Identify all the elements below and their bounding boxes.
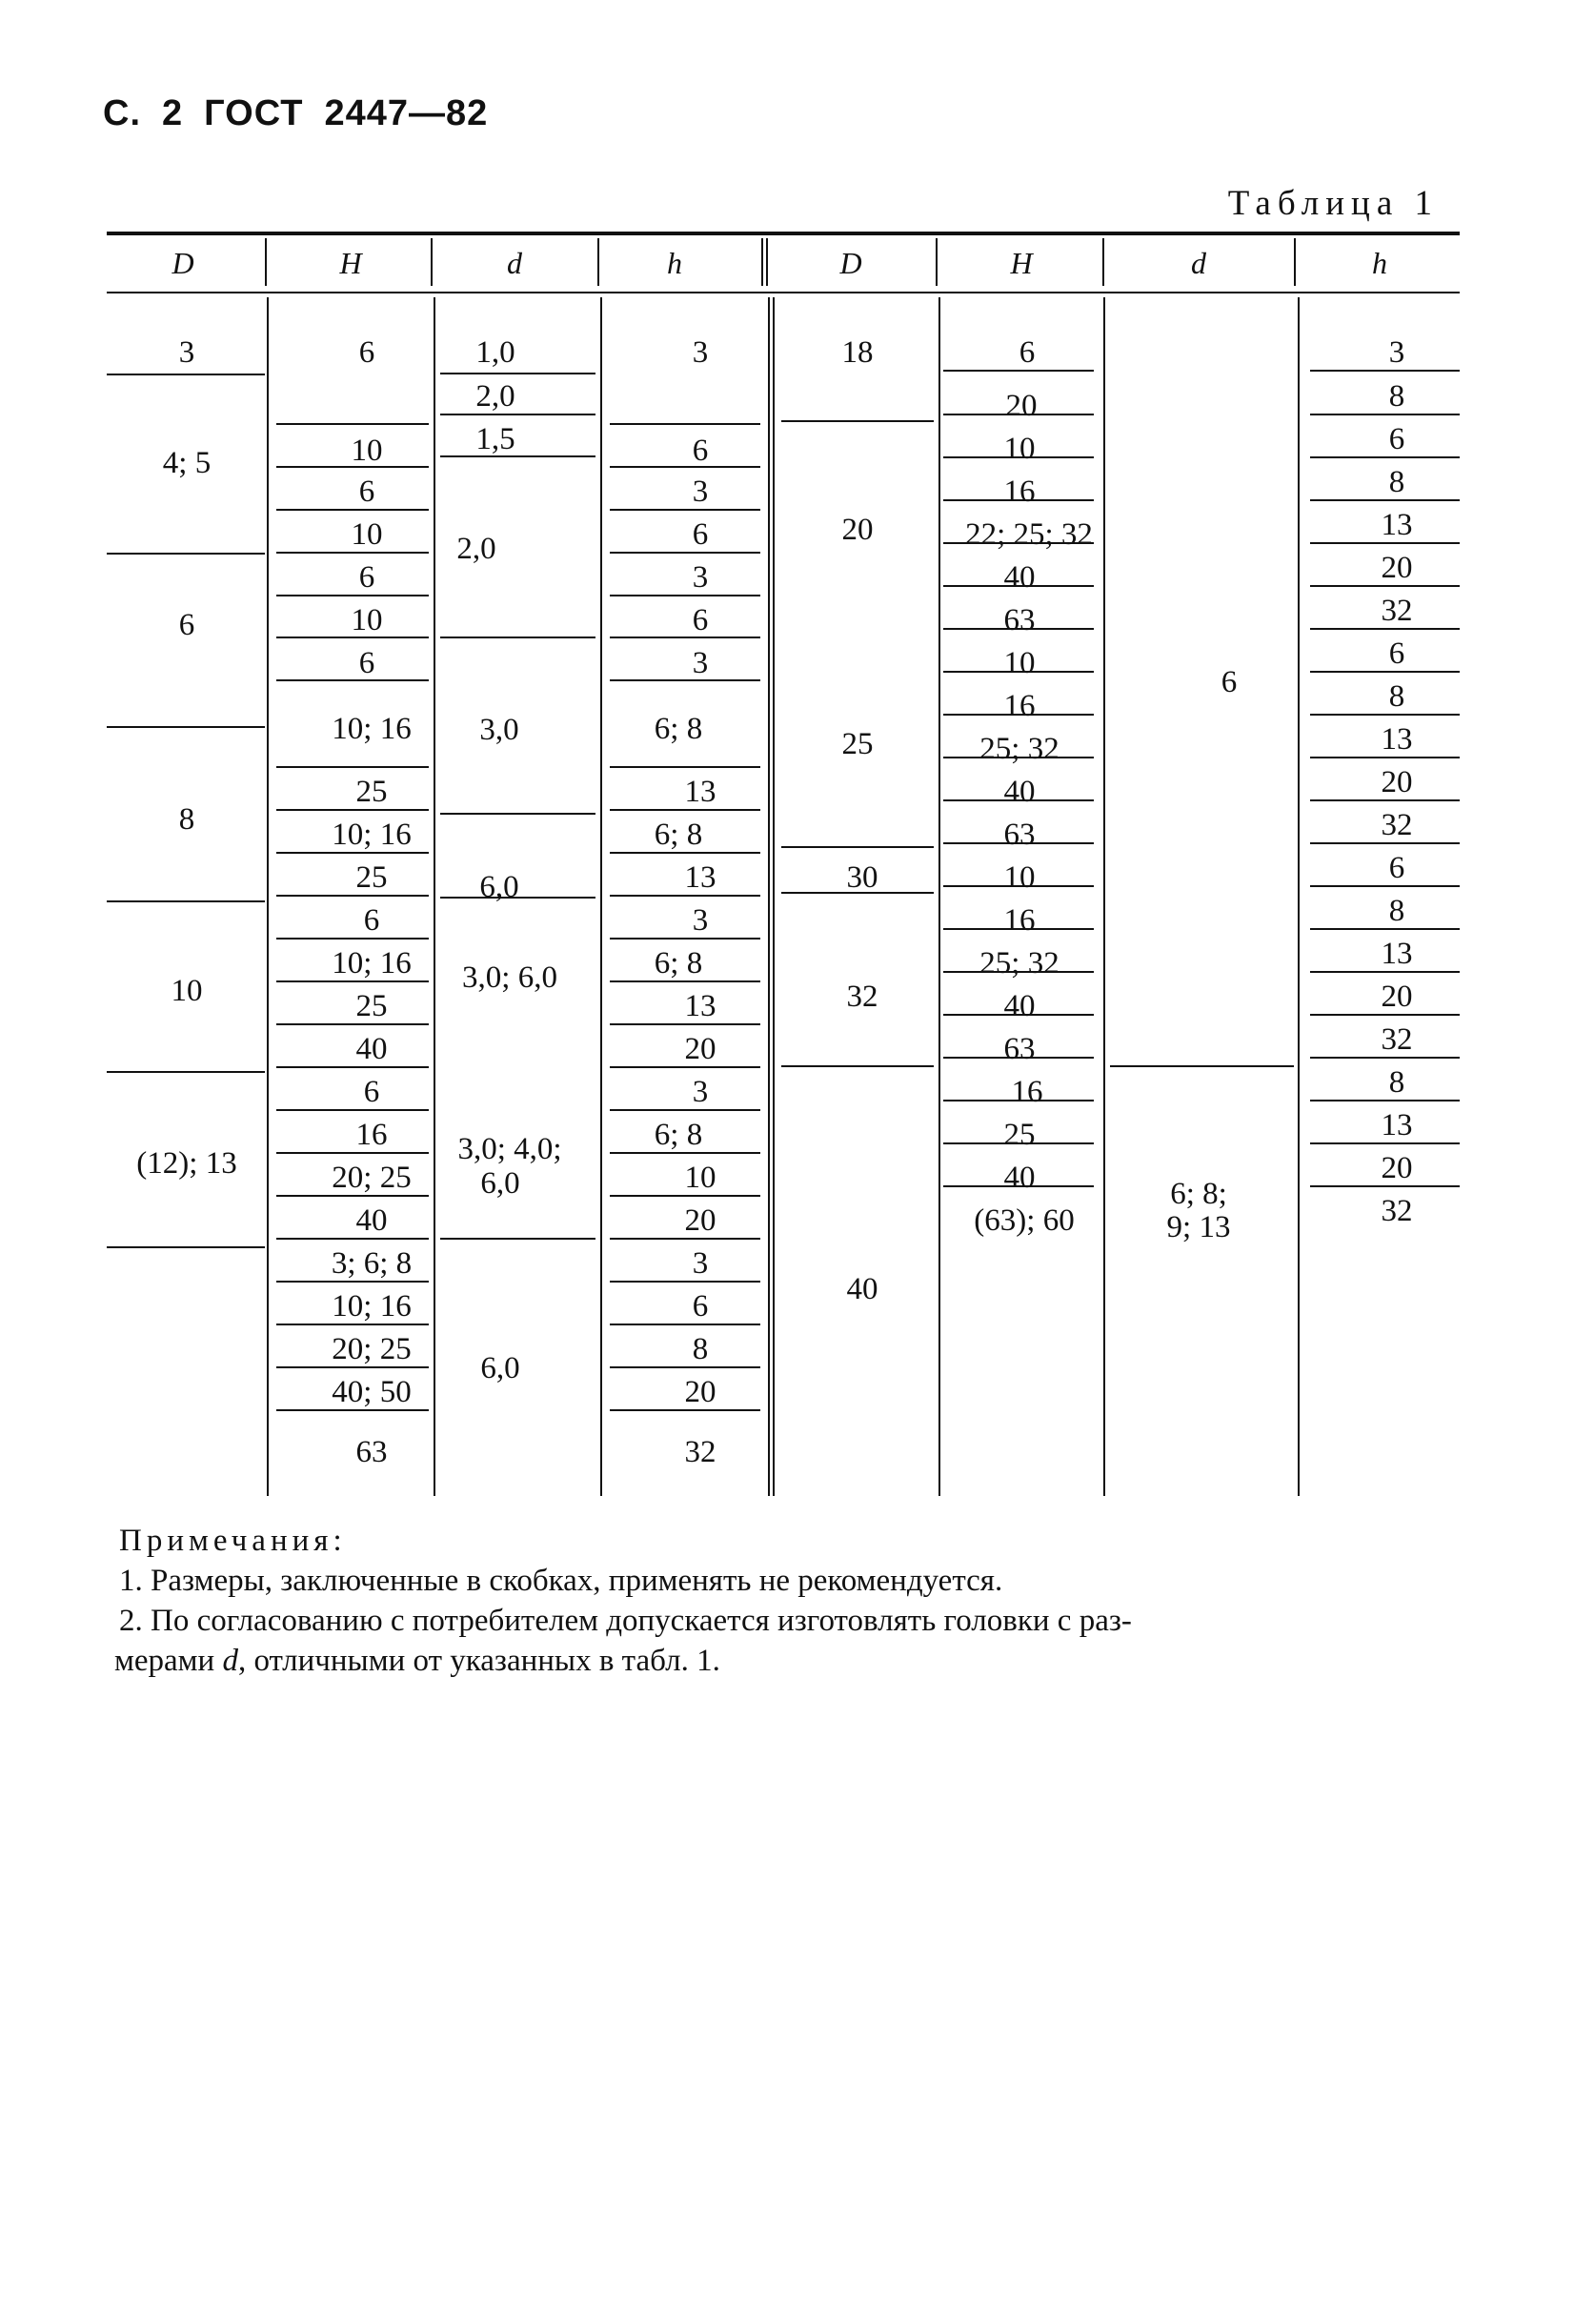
notes [114, 1521, 1472, 1681]
row-rule [610, 1152, 760, 1154]
page-number: 2 [162, 93, 184, 133]
column-header: H [1010, 246, 1033, 280]
row-rule [943, 928, 1094, 930]
table-cell: 13 [1381, 1108, 1413, 1142]
row-rule [1310, 1014, 1460, 1016]
row-rule [781, 1065, 934, 1067]
table-cell: 8 [1388, 379, 1405, 414]
column-rule [1102, 238, 1104, 286]
row-rule [276, 1023, 429, 1025]
table-cell: 13 [1381, 722, 1413, 757]
row-rule [943, 499, 1094, 501]
note-item: 2. По согласованию с потребителем допускается изготовлять головки с раз- [119, 1604, 1132, 1638]
table-cell: 3 [178, 335, 195, 370]
column-rule [597, 238, 599, 286]
row-rule [943, 1100, 1094, 1101]
row-rule [781, 846, 934, 848]
table-cell: 6 [1388, 422, 1405, 456]
column-header: h [667, 246, 682, 280]
table-cell: 3 [692, 646, 709, 680]
row-rule [1310, 842, 1460, 844]
row-rule [610, 509, 760, 511]
column-rule [761, 238, 763, 286]
table-cell: 4; 5 [162, 446, 212, 480]
column-header: d [1191, 246, 1206, 280]
table-cell: 20 [684, 1375, 716, 1409]
table-cell: 16 [1011, 1075, 1043, 1109]
row-rule [610, 1023, 760, 1025]
column-header: D [172, 246, 194, 280]
row-rule [276, 1281, 429, 1283]
row-rule [1310, 671, 1460, 673]
row-rule [276, 637, 429, 638]
row-rule [276, 1324, 429, 1325]
column-rule [936, 238, 938, 286]
table-cell: 13 [684, 860, 716, 895]
row-rule [943, 1142, 1094, 1144]
row-rule [781, 420, 934, 422]
row-rule [610, 895, 760, 897]
table-cell: 8 [1388, 1065, 1405, 1100]
table-cell: 6 [692, 517, 709, 552]
row-rule [610, 423, 760, 425]
table-caption: Таблица 1 [1227, 184, 1439, 223]
row-rule [276, 852, 429, 854]
table-cell: 13 [1381, 508, 1413, 542]
table-cell: 40 [355, 1032, 388, 1066]
row-rule [276, 766, 429, 768]
table-cell: 30 [846, 860, 878, 895]
table-cell: 6 [692, 1289, 709, 1324]
row-rule [610, 1281, 760, 1283]
column-rule [766, 238, 768, 286]
row-rule [610, 1366, 760, 1368]
row-rule [781, 892, 934, 894]
table-cell: 25 [355, 989, 388, 1023]
row-rule [107, 292, 1460, 293]
row-rule [610, 980, 760, 982]
table-cell: 13 [1381, 937, 1413, 971]
table-cell: 22; 25; 32 [965, 517, 1093, 552]
table-cell: 6 [358, 475, 375, 509]
table-cell: 25 [1003, 1118, 1036, 1152]
table-cell: 8 [1388, 894, 1405, 928]
table-cell: 32 [1381, 1022, 1413, 1057]
table-cell: 63 [355, 1435, 388, 1469]
row-rule [276, 595, 429, 596]
row-rule [610, 1066, 760, 1068]
notes-title: Примечания: [119, 1524, 347, 1558]
table-cell: 25 [355, 860, 388, 895]
row-rule [1310, 1185, 1460, 1187]
table-cell: 1,0 [475, 335, 515, 370]
table-cell: (12); 13 [136, 1146, 237, 1181]
table-cell: 3; 6; 8 [331, 1246, 413, 1281]
table-cell: 3 [692, 335, 709, 370]
row-rule [1310, 370, 1460, 372]
table-cell: 8 [178, 802, 195, 837]
table-cell: 16 [1003, 475, 1036, 509]
row-rule [1310, 971, 1460, 973]
table-cell: 8 [692, 1332, 709, 1366]
row-rule [107, 232, 1460, 235]
row-rule [1310, 757, 1460, 758]
row-rule [276, 679, 429, 681]
row-rule [943, 885, 1094, 887]
page-prefix: С. [103, 93, 141, 133]
table-cell: 6; 8 [654, 1118, 703, 1152]
row-rule [276, 938, 429, 940]
table-cell: 32 [1381, 594, 1413, 628]
table-cell: 6 [358, 335, 375, 370]
row-rule [276, 809, 429, 811]
table-cell: 40 [846, 1272, 878, 1306]
column-header: H [339, 246, 362, 280]
row-rule [943, 585, 1094, 587]
table-cell: 20 [1381, 980, 1413, 1014]
table-cell: 10; 16 [332, 818, 412, 852]
table-cell: 20; 25 [332, 1161, 412, 1195]
row-rule [440, 637, 595, 638]
row-rule [1110, 1065, 1294, 1067]
row-rule [1310, 542, 1460, 544]
row-rule [1310, 1142, 1460, 1144]
table-cell: 20 [1005, 389, 1038, 423]
table-cell: 63 [1003, 818, 1036, 852]
row-rule [276, 1238, 429, 1240]
column-rule [265, 238, 267, 286]
table-cell: 20 [841, 513, 874, 547]
column-header: D [839, 246, 862, 280]
row-rule [610, 637, 760, 638]
table-cell: 40 [1003, 989, 1036, 1023]
column-rule [600, 297, 602, 1496]
row-rule [440, 897, 595, 899]
row-rule [943, 757, 1094, 758]
row-rule [943, 842, 1094, 844]
table-cell: 2,0 [475, 379, 515, 414]
table-cell: 63 [1003, 603, 1036, 637]
table-cell: 18 [841, 335, 874, 370]
row-rule [943, 542, 1094, 544]
table-cell: 6 [1388, 637, 1405, 671]
row-rule [610, 1109, 760, 1111]
column-header: h [1372, 246, 1387, 280]
row-rule [440, 1238, 595, 1240]
row-rule [943, 1185, 1094, 1187]
table-cell: 9; 13 [1166, 1210, 1231, 1244]
table-cell: 3 [1388, 335, 1405, 370]
row-rule [1310, 928, 1460, 930]
row-rule [943, 456, 1094, 458]
table-cell: 40 [355, 1203, 388, 1238]
row-rule [276, 1409, 429, 1411]
row-rule [440, 813, 595, 815]
standard-label: ГОСТ [204, 93, 304, 133]
row-rule [440, 455, 595, 457]
column-rule [1294, 238, 1296, 286]
column-header: d [507, 246, 522, 280]
row-rule [1310, 799, 1460, 801]
table-cell: 3,0; 4,0; [457, 1132, 562, 1166]
table-cell: 3,0 [479, 713, 519, 747]
table-cell: 32 [1381, 808, 1413, 842]
table-cell: 3 [692, 475, 709, 509]
row-rule [943, 714, 1094, 716]
table-cell: 20 [1381, 551, 1413, 585]
table-cell: 3,0; 6,0 [462, 960, 557, 995]
table-cell: 63 [1003, 1032, 1036, 1066]
row-rule [1310, 714, 1460, 716]
row-rule [1310, 585, 1460, 587]
table-cell: 6,0 [480, 1351, 520, 1385]
table-cell: 10 [1003, 646, 1036, 680]
row-rule [107, 553, 265, 555]
table-cell: 10; 16 [332, 946, 412, 980]
table-cell: 3 [692, 903, 709, 938]
row-rule [943, 414, 1094, 415]
column-rule [1298, 297, 1300, 1496]
table-cell: 3 [692, 560, 709, 595]
row-rule [1310, 414, 1460, 415]
note-continuation: мерами d, отличными от указанных в табл. 1. [114, 1644, 720, 1678]
column-rule [431, 238, 433, 286]
table-cell: 40 [1003, 775, 1036, 809]
row-rule [1310, 885, 1460, 887]
row-rule [610, 766, 760, 768]
table-cell: 40 [1003, 560, 1036, 595]
table-cell: 25; 32 [979, 732, 1059, 766]
table-cell: 6; 8 [654, 712, 703, 746]
table-cell: 6 [178, 608, 195, 642]
row-rule [610, 1324, 760, 1325]
row-rule [1310, 456, 1460, 458]
row-rule [1310, 628, 1460, 630]
table-cell: 40 [1003, 1161, 1036, 1195]
table-cell: 13 [684, 989, 716, 1023]
table-cell: 10 [351, 517, 383, 552]
row-rule [440, 414, 595, 415]
table-cell: 10 [171, 974, 203, 1008]
table-cell: 10 [684, 1161, 716, 1195]
row-rule [610, 679, 760, 681]
row-rule [440, 373, 595, 374]
row-rule [610, 1409, 760, 1411]
row-rule [276, 466, 429, 468]
table-cell: 32 [1381, 1194, 1413, 1228]
table-cell: 16 [355, 1118, 388, 1152]
standard-number: 2447—82 [324, 93, 489, 133]
table-cell: 10 [351, 603, 383, 637]
table-cell: 6 [1388, 851, 1405, 885]
row-rule [276, 1152, 429, 1154]
row-rule [943, 1057, 1094, 1059]
table-cell: 6; 8 [654, 818, 703, 852]
table-cell: 1,5 [475, 422, 515, 456]
row-rule [1310, 1100, 1460, 1101]
table-cell: 25; 32 [979, 946, 1059, 980]
table-cell: 10 [1003, 432, 1036, 466]
note-item: 1. Размеры, заключенные в скобках, применять не рекомендуется. [119, 1564, 1003, 1598]
table-cell: 20 [1381, 1151, 1413, 1185]
table-cell: 20 [684, 1203, 716, 1238]
table-cell: 3 [692, 1246, 709, 1281]
table-cell: 16 [1003, 689, 1036, 723]
table-cell: 25 [355, 775, 388, 809]
table-cell: 6 [358, 646, 375, 680]
row-rule [107, 900, 265, 902]
table-cell: 6 [363, 1075, 380, 1109]
row-rule [107, 1246, 265, 1248]
table-cell: 6 [692, 434, 709, 468]
table-cell: 16 [1003, 903, 1036, 938]
table-cell: 6,0 [479, 870, 519, 904]
row-rule [276, 980, 429, 982]
table-cell: 8 [1388, 679, 1405, 714]
row-rule [610, 595, 760, 596]
table-cell: 6 [363, 903, 380, 938]
table-cell: 20 [684, 1032, 716, 1066]
table-cell: 20; 25 [332, 1332, 412, 1366]
table-cell: 10; 16 [332, 1289, 412, 1324]
table-cell: 8 [1388, 465, 1405, 499]
row-rule [943, 370, 1094, 372]
table-cell: 10; 16 [332, 712, 412, 746]
row-rule [610, 552, 760, 554]
table-cell: 13 [684, 775, 716, 809]
row-rule [107, 726, 265, 728]
row-rule [943, 971, 1094, 973]
table-cell: 3 [692, 1075, 709, 1109]
table-cell: 6 [358, 560, 375, 595]
row-rule [1310, 499, 1460, 501]
table-cell: 6 [1221, 665, 1238, 699]
table-cell: 25 [841, 727, 874, 761]
row-rule [276, 1109, 429, 1111]
table-cell: 32 [684, 1435, 716, 1469]
table-cell: 6; 8 [654, 946, 703, 980]
row-rule [1310, 1057, 1460, 1059]
table-cell: 6 [692, 603, 709, 637]
row-rule [610, 1195, 760, 1197]
table-cell: (63); 60 [974, 1203, 1075, 1238]
table-cell: 20 [1381, 765, 1413, 799]
table-cell: 10 [1003, 860, 1036, 895]
row-rule [610, 938, 760, 940]
table-cell: 6,0 [480, 1166, 520, 1201]
row-rule [610, 809, 760, 811]
table-cell: 6; 8; [1170, 1177, 1227, 1211]
row-rule [943, 671, 1094, 673]
row-rule [107, 1071, 265, 1073]
row-rule [610, 852, 760, 854]
row-rule [107, 374, 265, 375]
table-cell: 32 [846, 980, 878, 1014]
table-cell: 40; 50 [332, 1375, 412, 1409]
row-rule [943, 1014, 1094, 1016]
table-cell: 2,0 [456, 532, 496, 566]
row-rule [943, 628, 1094, 630]
row-rule [276, 509, 429, 511]
row-rule [943, 799, 1094, 801]
row-rule [276, 1066, 429, 1068]
row-rule [610, 466, 760, 468]
table-cell: 10 [351, 434, 383, 468]
row-rule [610, 1238, 760, 1240]
table-cell: 6 [1019, 335, 1036, 370]
